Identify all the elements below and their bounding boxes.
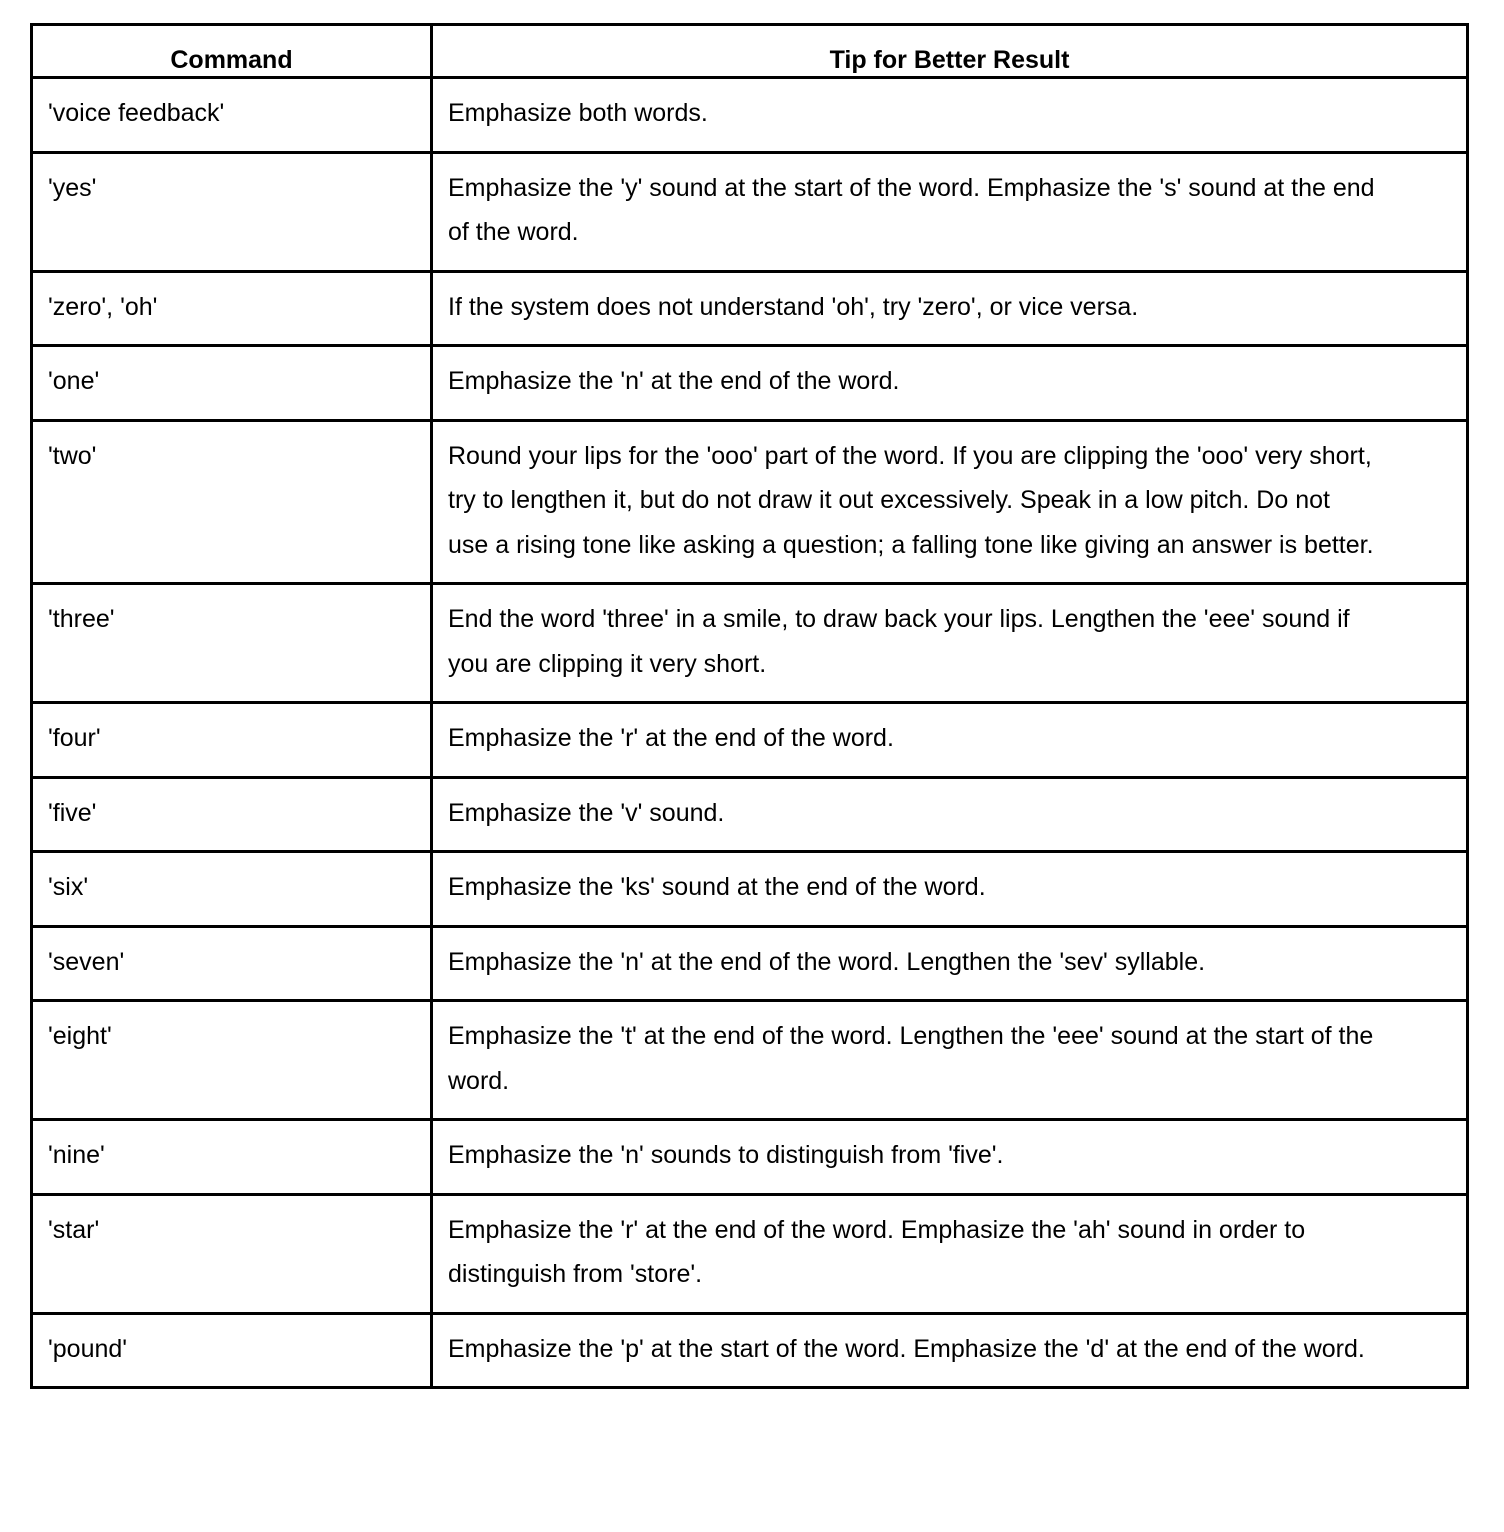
tip-cell: If the system does not understand 'oh', try 'zero', or vice versa. [432,271,1468,346]
tip-cell: Emphasize the 't' at the end of the word. Lengthen the 'eee' sound at the start of the word. [432,1001,1468,1120]
table-row [32,777,1468,852]
table-row [32,1120,1468,1195]
table-row [32,926,1468,1001]
table-row [32,584,1468,703]
command-cell: 'six' [32,852,432,927]
command-cell: 'voice feedback' [32,78,432,153]
table-row [32,1194,1468,1313]
tip-cell: Emphasize the 'ks' sound at the end of the word. [432,852,1468,927]
command-cell: 'pound' [32,1313,432,1388]
tip-cell: End the word 'three' in a smile, to draw back your lips. Lengthen the 'eee' sound if you are clipping it very short. [432,584,1468,703]
table-row [32,78,1468,153]
table-row [32,271,1468,346]
table-header-row [32,25,1468,78]
command-cell: 'nine' [32,1120,432,1195]
tip-cell: Round your lips for the 'ooo' part of the word. If you are clipping the 'ooo' very short, try to lengthen it, but do not draw it out excessively. Speak in a low pitch. Do not use a rising tone like asking a question; a falling tone like giving an answer is better. [432,420,1468,584]
table-row [32,152,1468,271]
table-row [32,1313,1468,1388]
command-cell: 'seven' [32,926,432,1001]
table-row [32,852,1468,927]
tip-cell: Emphasize the 'p' at the start of the word. Emphasize the 'd' at the end of the word. [432,1313,1468,1388]
voice-command-tips-table [30,23,1469,1389]
command-cell: 'eight' [32,1001,432,1120]
command-cell: 'two' [32,420,432,584]
tip-cell: Emphasize both words. [432,78,1468,153]
command-cell: 'five' [32,777,432,852]
column-header-command: Command [32,25,432,78]
tip-cell: Emphasize the 'r' at the end of the word. Emphasize the 'ah' sound in order to distinguish from 'store'. [432,1194,1468,1313]
command-cell: 'one' [32,346,432,421]
command-cell: 'yes' [32,152,432,271]
command-cell: 'four' [32,703,432,778]
table-row [32,1001,1468,1120]
table-row [32,346,1468,421]
tip-cell: Emphasize the 'v' sound. [432,777,1468,852]
table-row [32,420,1468,584]
command-cell: 'zero', 'oh' [32,271,432,346]
tip-cell: Emphasize the 'n' at the end of the word. Lengthen the 'sev' syllable. [432,926,1468,1001]
tip-cell: Emphasize the 'n' at the end of the word. [432,346,1468,421]
command-cell: 'three' [32,584,432,703]
table-row [32,703,1468,778]
command-cell: 'star' [32,1194,432,1313]
column-header-tip: Tip for Better Result [432,25,1468,78]
tip-cell: Emphasize the 'y' sound at the start of the word. Emphasize the 's' sound at the end of the word. [432,152,1468,271]
tip-cell: Emphasize the 'r' at the end of the word. [432,703,1468,778]
tip-cell: Emphasize the 'n' sounds to distinguish from 'five'. [432,1120,1468,1195]
